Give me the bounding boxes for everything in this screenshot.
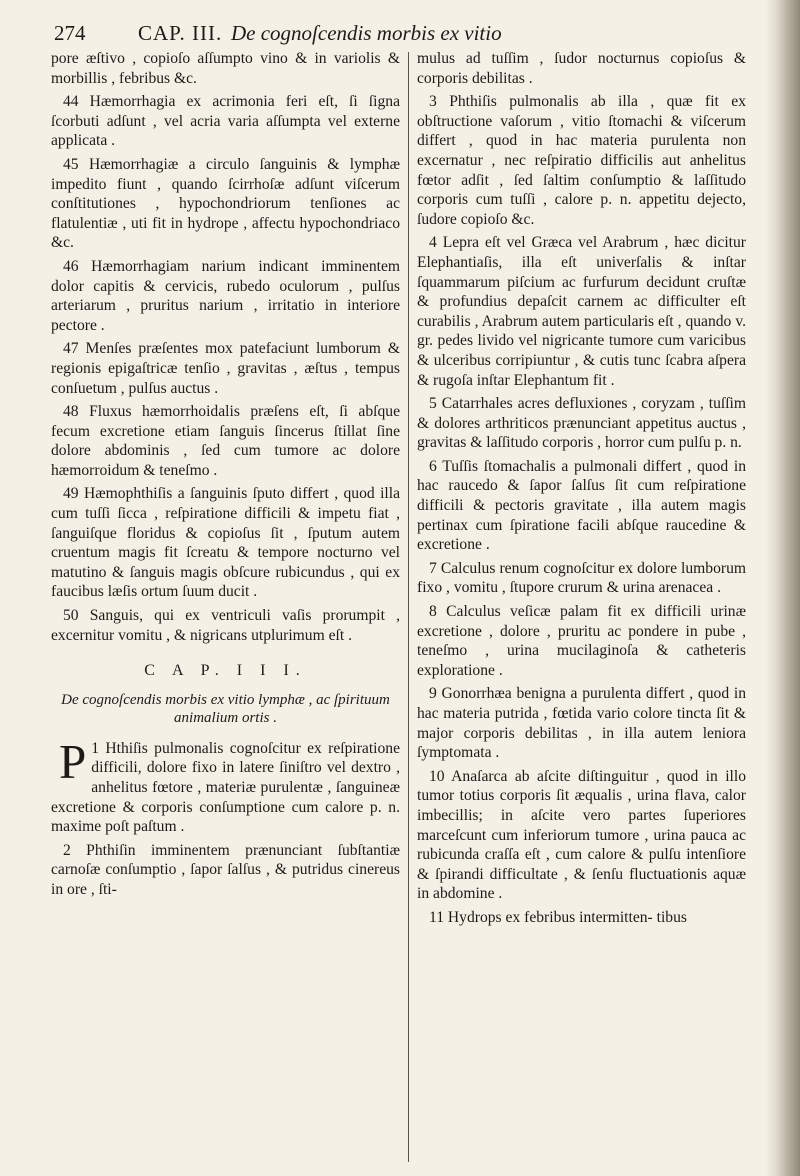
running-title: De cognoſcendis morbis ex vitio	[231, 21, 502, 45]
paragraph-5: 5 Catarrhales acres defluxiones , coryzam , tuſſim & dolores arthriticos prænunciant appetitus auctus , gravitas & laſſitudo corporis , horror cum pulſu p. n.	[417, 395, 746, 452]
column-divider	[408, 52, 409, 1162]
paragraph-11: 11 Hydrops ex febribus intermitten- tibus	[429, 908, 687, 926]
paragraph-8: 8 Calculus veſicæ palam fit ex difficili urinæ excretione , dolore , pruritu ac pondere in pube , teneſmo , urina mucilaginoſa & catheteris exploratione .	[417, 603, 746, 679]
paragraph-1-text: 1 Hthiſis pulmonalis cognoſcitur ex reſpiratione difficili, dolore fixo in latere ſiniſtro vel dextro , anhelitus fœtore , materiæ purulentæ , ſanguineæ excretione & corporis conſumptione cum calore p. n. maxime poſt paſtum .	[51, 739, 400, 836]
paragraph-2: 2 Phthiſin imminentem prænunciant ſubſtantiæ carnoſæ conſumptio , ſapor ſalſus , & putridus cinereus in ore , ſti-	[51, 841, 400, 898]
paragraph-46: 46 Hæmorrhagiam narium indicant imminentem dolor capitis & cervicis, rubedo oculorum , pulſus arteriarum , pruritus narium , irritatio in interiore pectore .	[51, 257, 400, 334]
right-column	[417, 49, 746, 932]
drop-cap: P	[59, 733, 87, 789]
paragraph-45: 45 Hæmorrhagiæ a circulo ſanguinis & lymphæ impedito fiunt , quando ſcirrhoſæ adſunt viſcerum conſtitutiones , hypochondriorum tenſiones ac flatulentiæ , uti fit in hydrope , affectu hypochondriaco &c.	[51, 155, 400, 252]
paragraph-9: 9 Gonorrhæa benigna a purulenta differt , quod in hac materia putrida , fœtida vario colore tincta ſit & major corporis debilitas , in illa autem leniora ſymptomata .	[417, 685, 746, 762]
chapter-label: CAP. III.	[138, 21, 223, 45]
paragraph-50: 50 Sanguis, qui ex ventriculi vaſis prorumpit , excernitur vomitu , & nigricans utplurimum eſt .	[51, 607, 400, 644]
paragraph-1	[51, 733, 400, 837]
running-header	[26, 16, 748, 50]
paragraph-7: 7 Calculus renum cognoſcitur ex dolore lumborum fixo , vomitu , ſtupore crurum & urina arenacea .	[417, 559, 746, 597]
paragraph-49: 49 Hæmophthiſis a ſanguinis ſputo differt , quod illa cum tuſſi ſicca , reſpiratione difficili & impetu fiat , ſanguiſque floridus & copioſus ſit , ſputum autem cruentum magis fit ſcreatu & tempore nocturno vel matutino & ſanguis magis obſcure rubicundus , qui ex faucibus læſis ortum ſuum ducit .	[51, 485, 400, 601]
paragraph-47: 47 Menſes præſentes mox patefaciunt lumborum & regionis epigaſtricæ tenſio , gravitas , æſtus , tempus conſuetum , pulſus auctus .	[51, 340, 400, 397]
chapter-title: De cognoſcendis morbis ex vitio lymphæ , ac ſpirituum animalium ortis .	[61, 691, 390, 726]
paragraph-6: 6 Tuſſis ſtomachalis a pulmonali differt , quod in hac raucedo & ſapor ſalſus ſit cum reſpiratione difficili & pectoris gravitate , illa autem magis pertinax cum ſpiratione facili abſque raucedine & excretione .	[417, 457, 746, 554]
paragraph-44: 44 Hæmorrhagia ex acrimonia feri eſt, ſi ſigna ſcorbuti adſunt , vel acria varia aſſumpta vel externe applicata .	[51, 93, 400, 150]
page-binding-edge	[766, 0, 800, 1176]
paragraph-10: 10 Anaſarca ab aſcite diſtinguitur , quod in illo tumor totius corporis ſit æqualis , urina flava, calor imbecillis; in aſcite vero partes ſuperiores marceſcunt cum inferiorum tumore , urina pauca ac rubicunda craſſa eſt , cum calore & pulſu intenſiore & ſpirandi difficultate , & ſenſu fluctuationis aquæ in abdomine .	[417, 767, 746, 903]
paragraph-48: 48 Fluxus hæmorrhoidalis præſens eſt, ſi abſque fecum excretione etiam ſanguis ſincerus ſtillat ſine dolore abdominis , ſed cum tumore ac dolore hæmorroidum & teneſmo .	[51, 403, 400, 479]
paragraph: pore æſtivo , copioſo aſſumpto vino & in variolis & morbillis , febribus &c.	[51, 50, 400, 87]
paragraph-4: 4 Lepra eſt vel Græca vel Arabrum , hæc dicitur Elephantiaſis, illa eſt univerſalis & inſtar ſquammarum piſcium ac furfurum decidunt cruſtæ & profundius depaſcit carnem ac difficulter eſt curabilis , Arabrum autem particularis eſt , quando v. gr. pedes livido vel nigricante tumore cum varicibus & ulceribus corripiuntur , & cutis tunc ſcabra aſpera & rugoſa inſtar Elephantum fit .	[417, 234, 746, 389]
paragraph-continued: mulus ad tuſſim , ſudor nocturnus copioſus & corporis debilitas .	[417, 50, 746, 87]
page-number: 274	[54, 21, 86, 45]
chapter-heading: C A P. I I I.	[144, 662, 307, 680]
paragraph-3: 3 Phthiſis pulmonalis ab illa , quæ fit ex obſtructione vaſorum , vitio ſtomachi & viſcerum differt , quod in hac materia purulenta non excernatur , nec reſpiratio difficilis aut anhelitus fœtor adſit , ſed ſaltim conſumptio & laſſitudo corporis cum tuſſi , calore p. n. appetitu dejecto, ſudore copioſo &c.	[417, 93, 746, 228]
left-column	[51, 49, 400, 904]
